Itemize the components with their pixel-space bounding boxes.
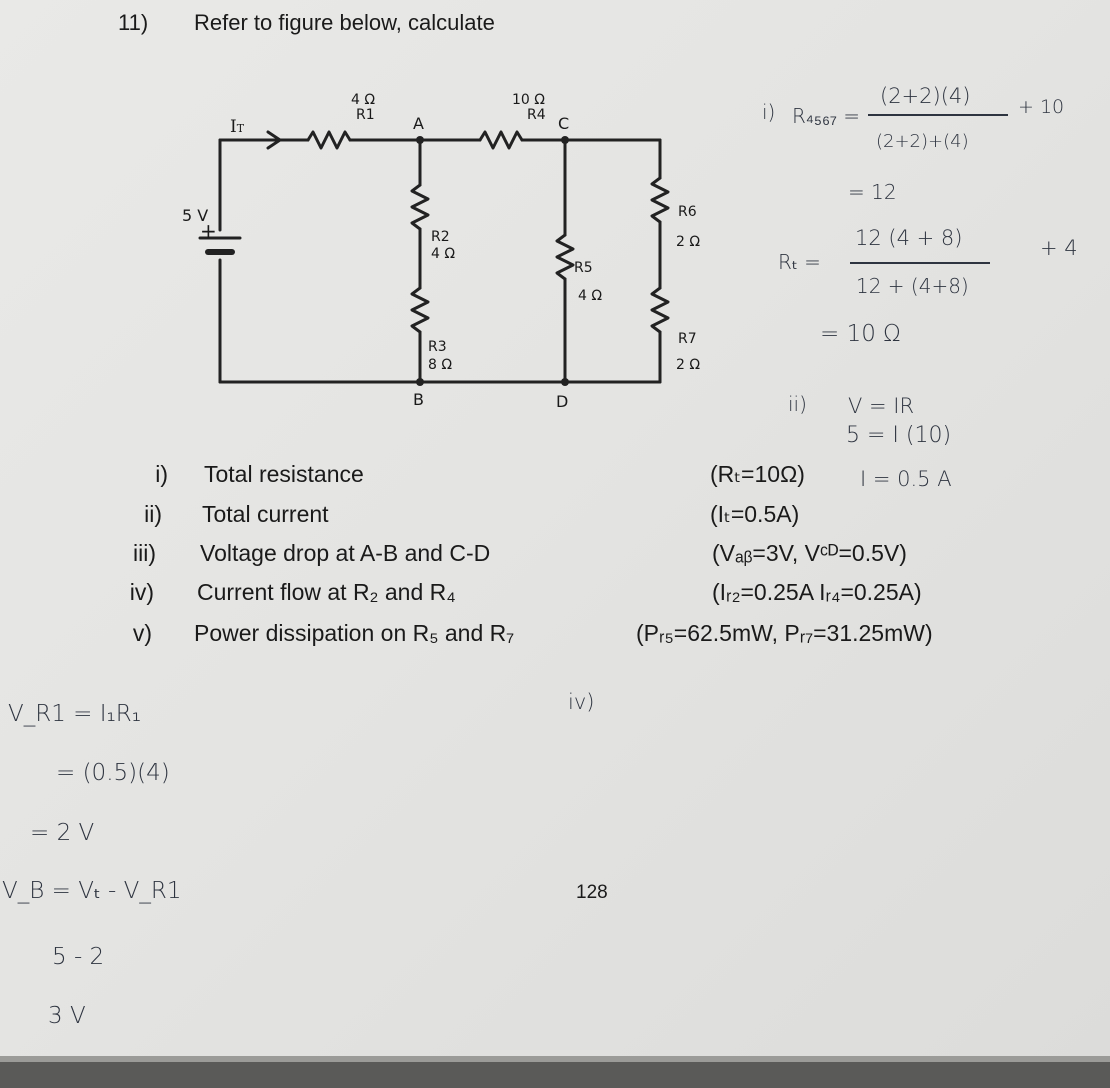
r3-value: 8 Ω (428, 357, 453, 373)
item-4-number: iv) (129, 579, 154, 605)
question-text: Refer to figure below, calculate (194, 10, 495, 35)
item-1-text: Total resistance (204, 461, 364, 487)
question-number: 11) (118, 10, 149, 35)
item-4-text: Current flow at R₂ and R₄ (197, 579, 456, 605)
hw-plus4: + 4 (1040, 236, 1078, 260)
item-5-number: v) (132, 620, 152, 646)
hw-vr1: V_R1 = I₁R₁ (8, 701, 141, 727)
hw-vr1-res: = 2 V (30, 820, 95, 846)
hw-frac2-den: 12 + (4+8) (856, 274, 969, 298)
hw-vb: V_B = Vₜ - V_R1 (2, 878, 182, 904)
item-5-answer: (Pᵣ₅=62.5mW, Pᵣ₇=31.25mW) (636, 620, 933, 646)
battery-plus-sign: + (200, 219, 217, 243)
r5-name: R5 (574, 260, 593, 276)
hw-eq12: = 12 (848, 180, 897, 204)
hw-frac2-line (850, 262, 990, 264)
r3-name: R3 (428, 339, 447, 355)
item-5-text: Power dissipation on R₅ and R₇ (194, 620, 515, 646)
current-symbol: I (230, 117, 237, 137)
node-a-label: A (413, 114, 424, 133)
hw-frac1-num: (2+2)(4) (880, 84, 971, 108)
hw-i-eq: I = 0.5 A (860, 467, 952, 491)
desk-surface (0, 1062, 1110, 1088)
r1-name: R1 (356, 107, 375, 123)
battery-voltage-label: 5 V (182, 206, 209, 225)
r5-value: 4 Ω (578, 288, 603, 304)
hw-part-i-label: i) (762, 100, 776, 124)
item-1-number: i) (155, 461, 168, 487)
node-d-label: D (556, 392, 569, 411)
hw-vb-res: 3 V (48, 1003, 86, 1029)
r7-name: R7 (678, 331, 697, 347)
hw-frac1-line (868, 114, 1008, 116)
item-3-answer: (Vₐᵦ=3V, Vᶜᴰ=0.5V) (712, 540, 907, 566)
hw-frac2-num: 12 (4 + 8) (855, 226, 963, 250)
hw-v-ir: V = IR (848, 394, 915, 418)
r4-name: R4 (527, 107, 546, 123)
hw-part-ii-label: ii) (788, 392, 807, 416)
current-label (230, 117, 244, 137)
hw-vr1-val: = (0.5)(4) (56, 760, 170, 786)
hw-frac1-den: (2+2)+(4) (876, 131, 969, 152)
hw-part-iv-label: iv) (568, 690, 595, 714)
current-subscript: T (236, 122, 245, 135)
hw-plus10: + 10 (1018, 96, 1065, 118)
hw-rt: Rₜ = (778, 250, 821, 274)
r6-name: R6 (678, 204, 697, 220)
r6-value: 2 Ω (676, 234, 701, 250)
item-3-text: Voltage drop at A-B and C-D (200, 540, 491, 566)
hw-r4567: R₄₅₆₇ = (792, 104, 861, 128)
r1-value: 4 Ω (351, 92, 376, 108)
r2-name: R2 (431, 229, 450, 245)
hw-eq10: = 10 Ω (820, 321, 901, 347)
r4-value: 10 Ω (512, 92, 545, 108)
hw-vb-val: 5 - 2 (52, 944, 105, 970)
r2-value: 4 Ω (431, 246, 456, 262)
item-2-answer: (Iₜ=0.5A) (710, 501, 800, 527)
r7-value: 2 Ω (676, 357, 701, 373)
page-number: 128 (576, 882, 608, 903)
hw-five-eq: 5 = I (10) (846, 423, 952, 448)
node-c-label: C (558, 114, 570, 133)
item-4-answer: (Iᵣ₂=0.25A Iᵣ₄=0.25A) (712, 579, 922, 605)
node-b-label: B (413, 390, 424, 409)
item-2-text: Total current (202, 501, 329, 527)
item-1-answer: (Rₜ=10Ω) (710, 461, 805, 487)
item-2-number: ii) (144, 501, 162, 527)
item-3-number: iii) (133, 540, 156, 566)
